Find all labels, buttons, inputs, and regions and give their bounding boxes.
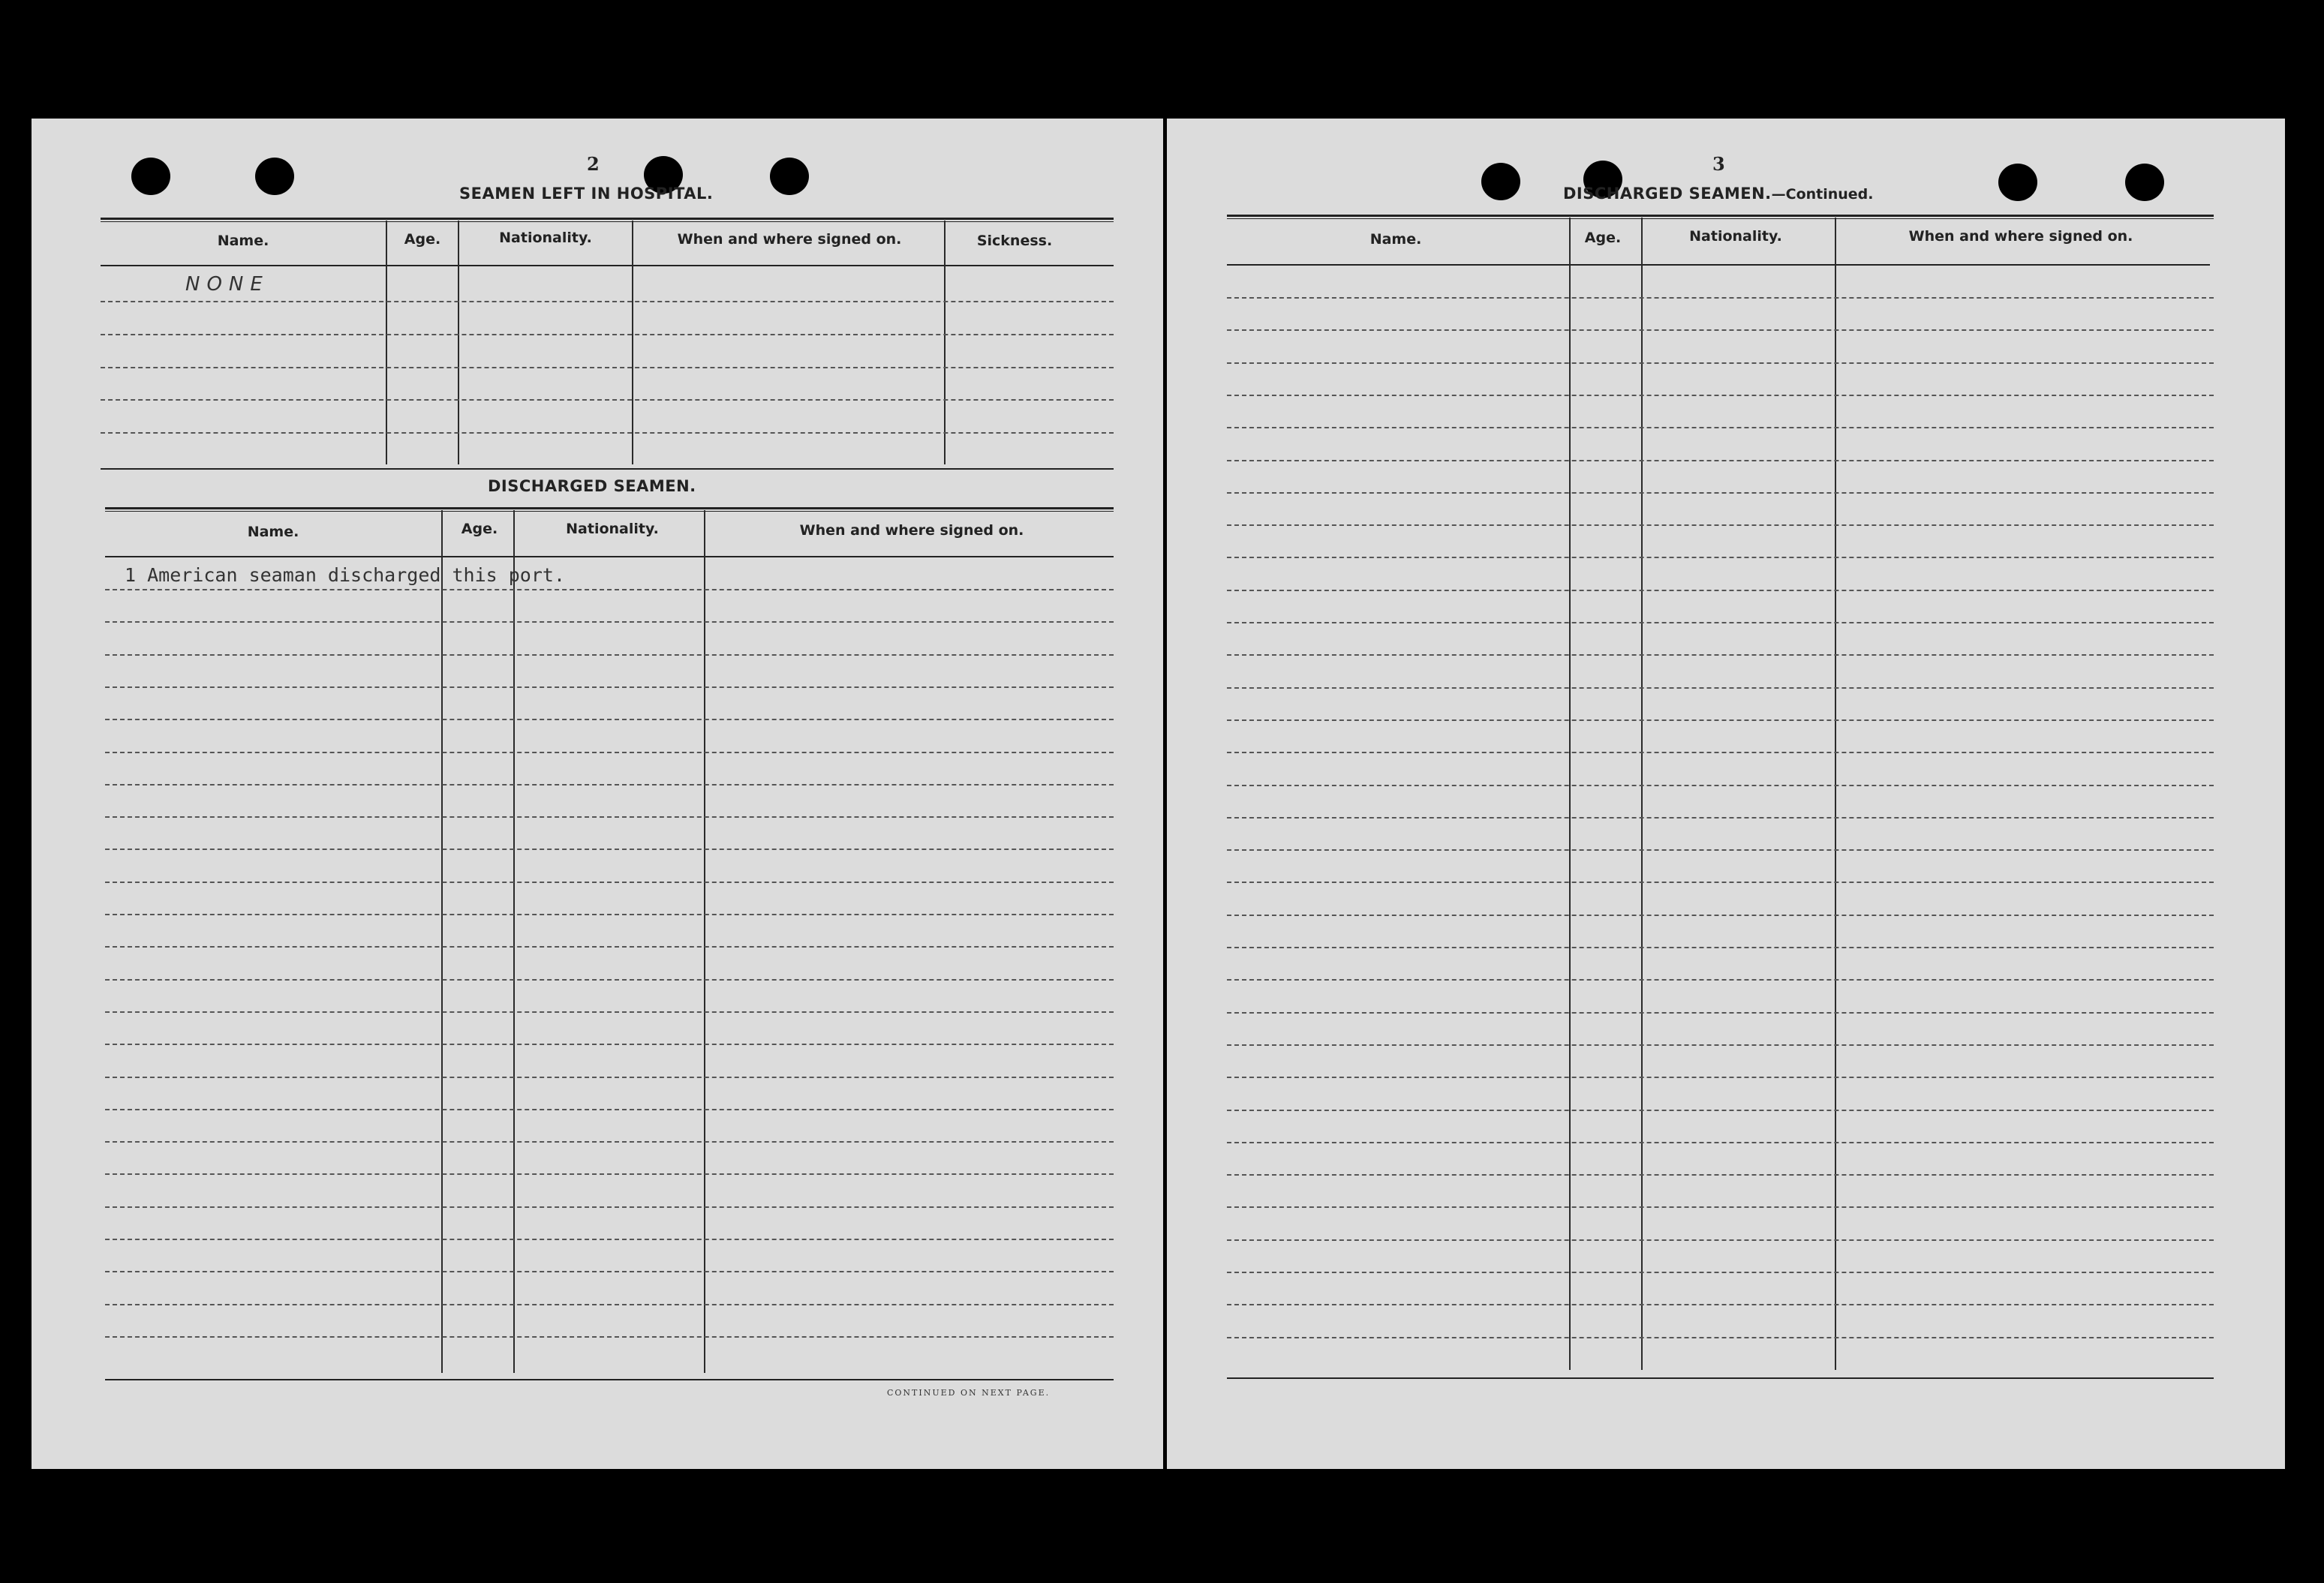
row-line [105,589,1114,590]
column-divider [1569,218,1571,1370]
row-line [1227,362,2214,364]
title-text: DISCHARGED SEAMEN. [1563,185,1772,203]
row-line [1227,817,2214,819]
row-line [1227,427,2214,428]
row-line [1227,915,2214,916]
punch-hole [770,158,809,195]
row-line [105,621,1114,623]
row-line [1227,460,2214,461]
row-line [1227,1174,2214,1176]
row-line [105,1011,1114,1013]
column-divider [441,510,443,1373]
row-line [105,946,1114,948]
left-page [32,119,1163,1469]
col-header-age: Age. [461,521,498,537]
col-header-nationality: Nationality. [499,230,592,246]
table-bottom-rule [1227,1377,2214,1379]
row-line [1227,687,2214,689]
column-divider [632,221,633,464]
column-divider [704,510,705,1373]
row-line [105,1077,1114,1078]
row-line [105,686,1114,688]
row-line [105,1336,1114,1338]
col-header-sickness: Sickness. [976,233,1053,249]
row-line [1227,1304,2214,1305]
handwritten-entry: NONE [185,273,269,296]
row-line [105,1271,1114,1272]
row-line [105,719,1114,720]
punch-hole [1998,164,2037,201]
row-line [105,1044,1114,1045]
column-divider [1641,218,1643,1370]
title-suffix: —Continued. [1771,186,1874,203]
row-line [105,1141,1114,1143]
row-line [1227,1206,2214,1208]
row-line [1227,1110,2214,1111]
col-header-age: Age. [1584,230,1622,246]
row-line [105,1173,1114,1175]
row-line [1227,1239,2214,1241]
row-line [1227,297,2214,299]
row-line [1227,395,2214,396]
row-line [101,399,1114,401]
table-top-rule [101,218,1114,222]
row-line [1227,654,2214,656]
col-header-signed-on: When and where signed on. [799,522,1024,539]
col-header-nationality: Nationality. [1689,228,1782,245]
row-line [105,654,1114,656]
row-line [1227,947,2214,948]
row-line [105,979,1114,981]
column-divider [1835,218,1836,1370]
row-line [1227,329,2214,331]
continued-footer: CONTINUED ON NEXT PAGE. [887,1388,1051,1398]
table-top-rule [1227,215,2214,219]
row-line [1227,719,2214,721]
row-line [1227,979,2214,981]
row-line [1227,1337,2214,1338]
row-line [105,1109,1114,1110]
row-line [105,1206,1114,1208]
row-line [1227,492,2214,494]
col-header-name: Name. [217,233,269,249]
typed-entry: 1 American seaman discharged this port. [125,564,565,586]
row-line [1227,849,2214,851]
hospital-section-title: SEAMEN LEFT IN HOSPITAL. [459,185,714,203]
row-line [1227,1044,2214,1046]
row-line [1227,622,2214,623]
row-line [101,367,1114,368]
col-header-age: Age. [404,231,441,248]
table-bottom-rule [105,1379,1114,1380]
col-header-signed-on: When and where signed on. [677,231,902,248]
row-line [101,301,1114,302]
column-divider [513,510,515,1373]
punch-hole [2125,164,2164,201]
row-line [1227,785,2214,786]
row-line [105,914,1114,915]
column-divider [386,221,387,464]
column-divider [458,221,459,464]
row-line [1227,882,2214,883]
column-divider [944,221,946,464]
row-line [1227,524,2214,526]
discharged-section-title: DISCHARGED SEAMEN. [488,477,696,495]
header-rule [105,556,1114,557]
right-page [1167,119,2285,1469]
row-line [105,882,1114,883]
page-number: 3 [1712,153,1725,175]
discharged-continued-title [1563,185,1874,203]
row-line [105,1239,1114,1240]
row-line [101,334,1114,335]
row-line [1227,1012,2214,1014]
row-line [101,432,1114,434]
row-line [1227,752,2214,753]
row-line [105,1304,1114,1305]
row-line [105,752,1114,753]
row-line [1227,590,2214,591]
punch-hole [255,158,294,195]
row-line [1227,1077,2214,1078]
table-bottom-rule [101,468,1114,470]
row-line [105,816,1114,818]
col-header-name: Name. [247,524,299,540]
punch-hole [1481,163,1520,200]
table-top-rule [105,507,1114,512]
row-line [105,784,1114,785]
header-rule [1227,264,2210,266]
row-line [105,849,1114,850]
header-rule [101,265,1114,266]
col-header-nationality: Nationality. [566,521,659,537]
row-line [1227,1272,2214,1273]
punch-hole [131,158,170,195]
page-number: 2 [587,153,600,175]
row-line [1227,1142,2214,1143]
col-header-signed-on: When and where signed on. [1908,228,2133,245]
col-header-name: Name. [1369,231,1422,248]
row-line [1227,557,2214,558]
